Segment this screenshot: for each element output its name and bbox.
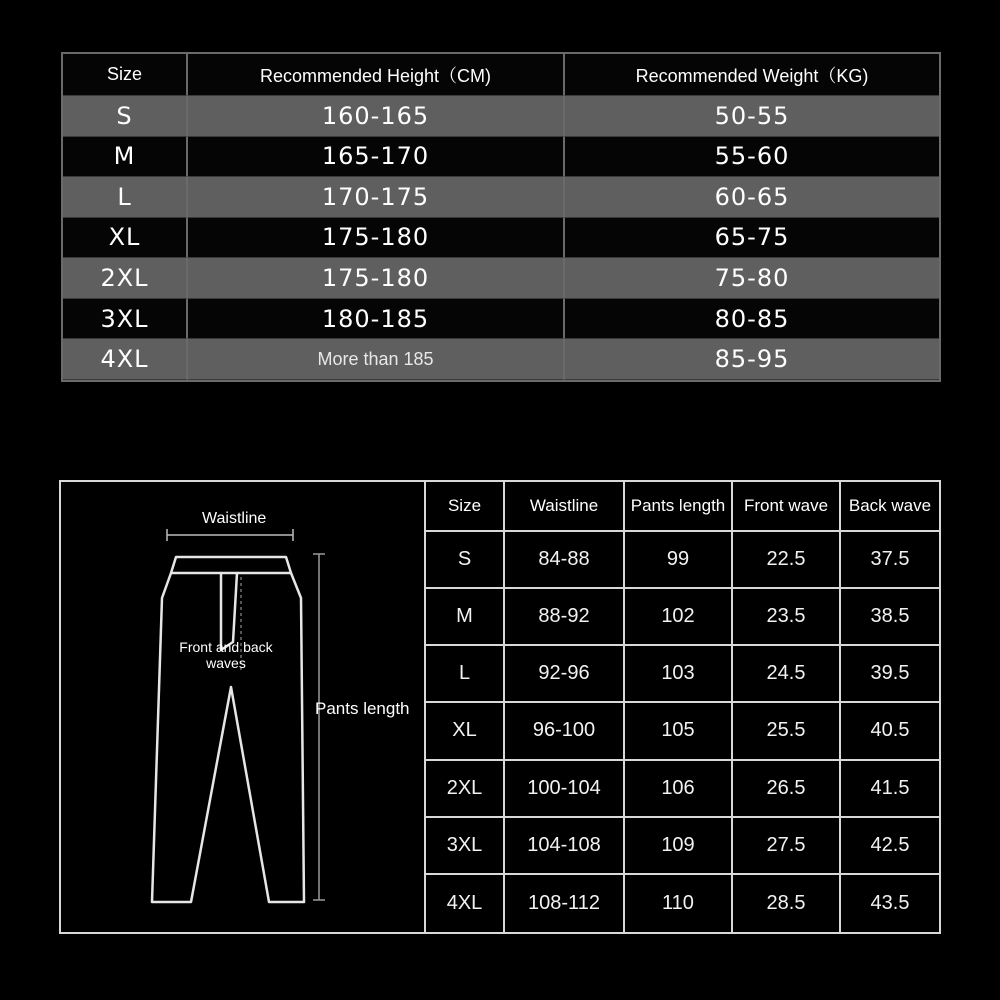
row-weight: 65-75 xyxy=(565,218,939,259)
cell-waist: 88-92 xyxy=(505,589,625,646)
row-size: XL xyxy=(63,218,188,259)
row-height: 180-185 xyxy=(188,299,565,340)
cell-size: L xyxy=(426,646,505,703)
cell-back: 38.5 xyxy=(841,589,939,646)
row-height: 175-180 xyxy=(188,258,565,299)
row-height: 175-180 xyxy=(188,218,565,259)
row-weight: 80-85 xyxy=(565,299,939,340)
header-height: Recommended Height（CM) xyxy=(188,54,565,96)
measurement-box xyxy=(59,480,941,934)
waves-label xyxy=(171,639,281,671)
cell-waist: 84-88 xyxy=(505,532,625,589)
cell-back: 41.5 xyxy=(841,761,939,818)
cell-size: 4XL xyxy=(426,875,505,932)
cell-length: 102 xyxy=(625,589,733,646)
row-size: S xyxy=(63,96,188,137)
row-weight: 55-60 xyxy=(565,137,939,178)
cell-waist: 100-104 xyxy=(505,761,625,818)
cell-length: 99 xyxy=(625,532,733,589)
cell-front: 23.5 xyxy=(733,589,841,646)
row-size: 3XL xyxy=(63,299,188,340)
cell-length: 103 xyxy=(625,646,733,703)
header-size: Size xyxy=(426,482,505,532)
row-height: 165-170 xyxy=(188,137,565,178)
cell-length: 106 xyxy=(625,761,733,818)
waistline-label: Waistline xyxy=(202,510,267,527)
cell-front: 26.5 xyxy=(733,761,841,818)
header-size: Size xyxy=(63,54,188,96)
cell-size: S xyxy=(426,532,505,589)
header-front-wave: Front wave xyxy=(733,482,841,532)
cell-waist: 104-108 xyxy=(505,818,625,875)
size-measurement-table xyxy=(426,482,939,932)
cell-length: 109 xyxy=(625,818,733,875)
cell-size: M xyxy=(426,589,505,646)
header-weight: Recommended Weight（KG) xyxy=(565,54,939,96)
pants-diagram xyxy=(61,482,426,932)
recommendation-table xyxy=(61,52,941,382)
row-weight: 75-80 xyxy=(565,258,939,299)
cell-length: 105 xyxy=(625,703,733,760)
waves-label-line1: Front and back xyxy=(179,639,273,655)
cell-waist: 108-112 xyxy=(505,875,625,932)
cell-front: 27.5 xyxy=(733,818,841,875)
row-weight: 60-65 xyxy=(565,177,939,218)
header-back-wave: Back wave xyxy=(841,482,939,532)
cell-size: 3XL xyxy=(426,818,505,875)
cell-waist: 96-100 xyxy=(505,703,625,760)
cell-back: 43.5 xyxy=(870,891,910,914)
row-size: L xyxy=(63,177,188,218)
cell-length: 110 xyxy=(625,875,733,932)
cell-size: 2XL xyxy=(426,761,505,818)
row-height: More than 185 xyxy=(188,339,565,380)
cell-back: 37.5 xyxy=(841,532,939,589)
cell-front: 22.5 xyxy=(733,532,841,589)
row-weight: 85-95 xyxy=(565,339,939,380)
row-size: 2XL xyxy=(63,258,188,299)
header-waistline: Waistline xyxy=(505,482,625,532)
cell-size: XL xyxy=(426,703,505,760)
row-height: 170-175 xyxy=(188,177,565,218)
pants-length-label: Pants length xyxy=(315,699,410,718)
cell-front: 25.5 xyxy=(733,703,841,760)
cell-waist: 92-96 xyxy=(505,646,625,703)
row-size: 4XL xyxy=(63,339,188,380)
header-pants-length: Pants length xyxy=(625,482,733,532)
row-size: M xyxy=(63,137,188,178)
cell-back: 42.5 xyxy=(841,818,939,875)
cell-front: 28.5 xyxy=(733,875,841,932)
cell-back: 39.5 xyxy=(841,646,939,703)
row-weight: 50-55 xyxy=(565,96,939,137)
waves-label-line2: waves xyxy=(206,655,246,671)
row-height: 160-165 xyxy=(188,96,565,137)
cell-back: 40.5 xyxy=(841,703,939,760)
cell-front: 24.5 xyxy=(733,646,841,703)
